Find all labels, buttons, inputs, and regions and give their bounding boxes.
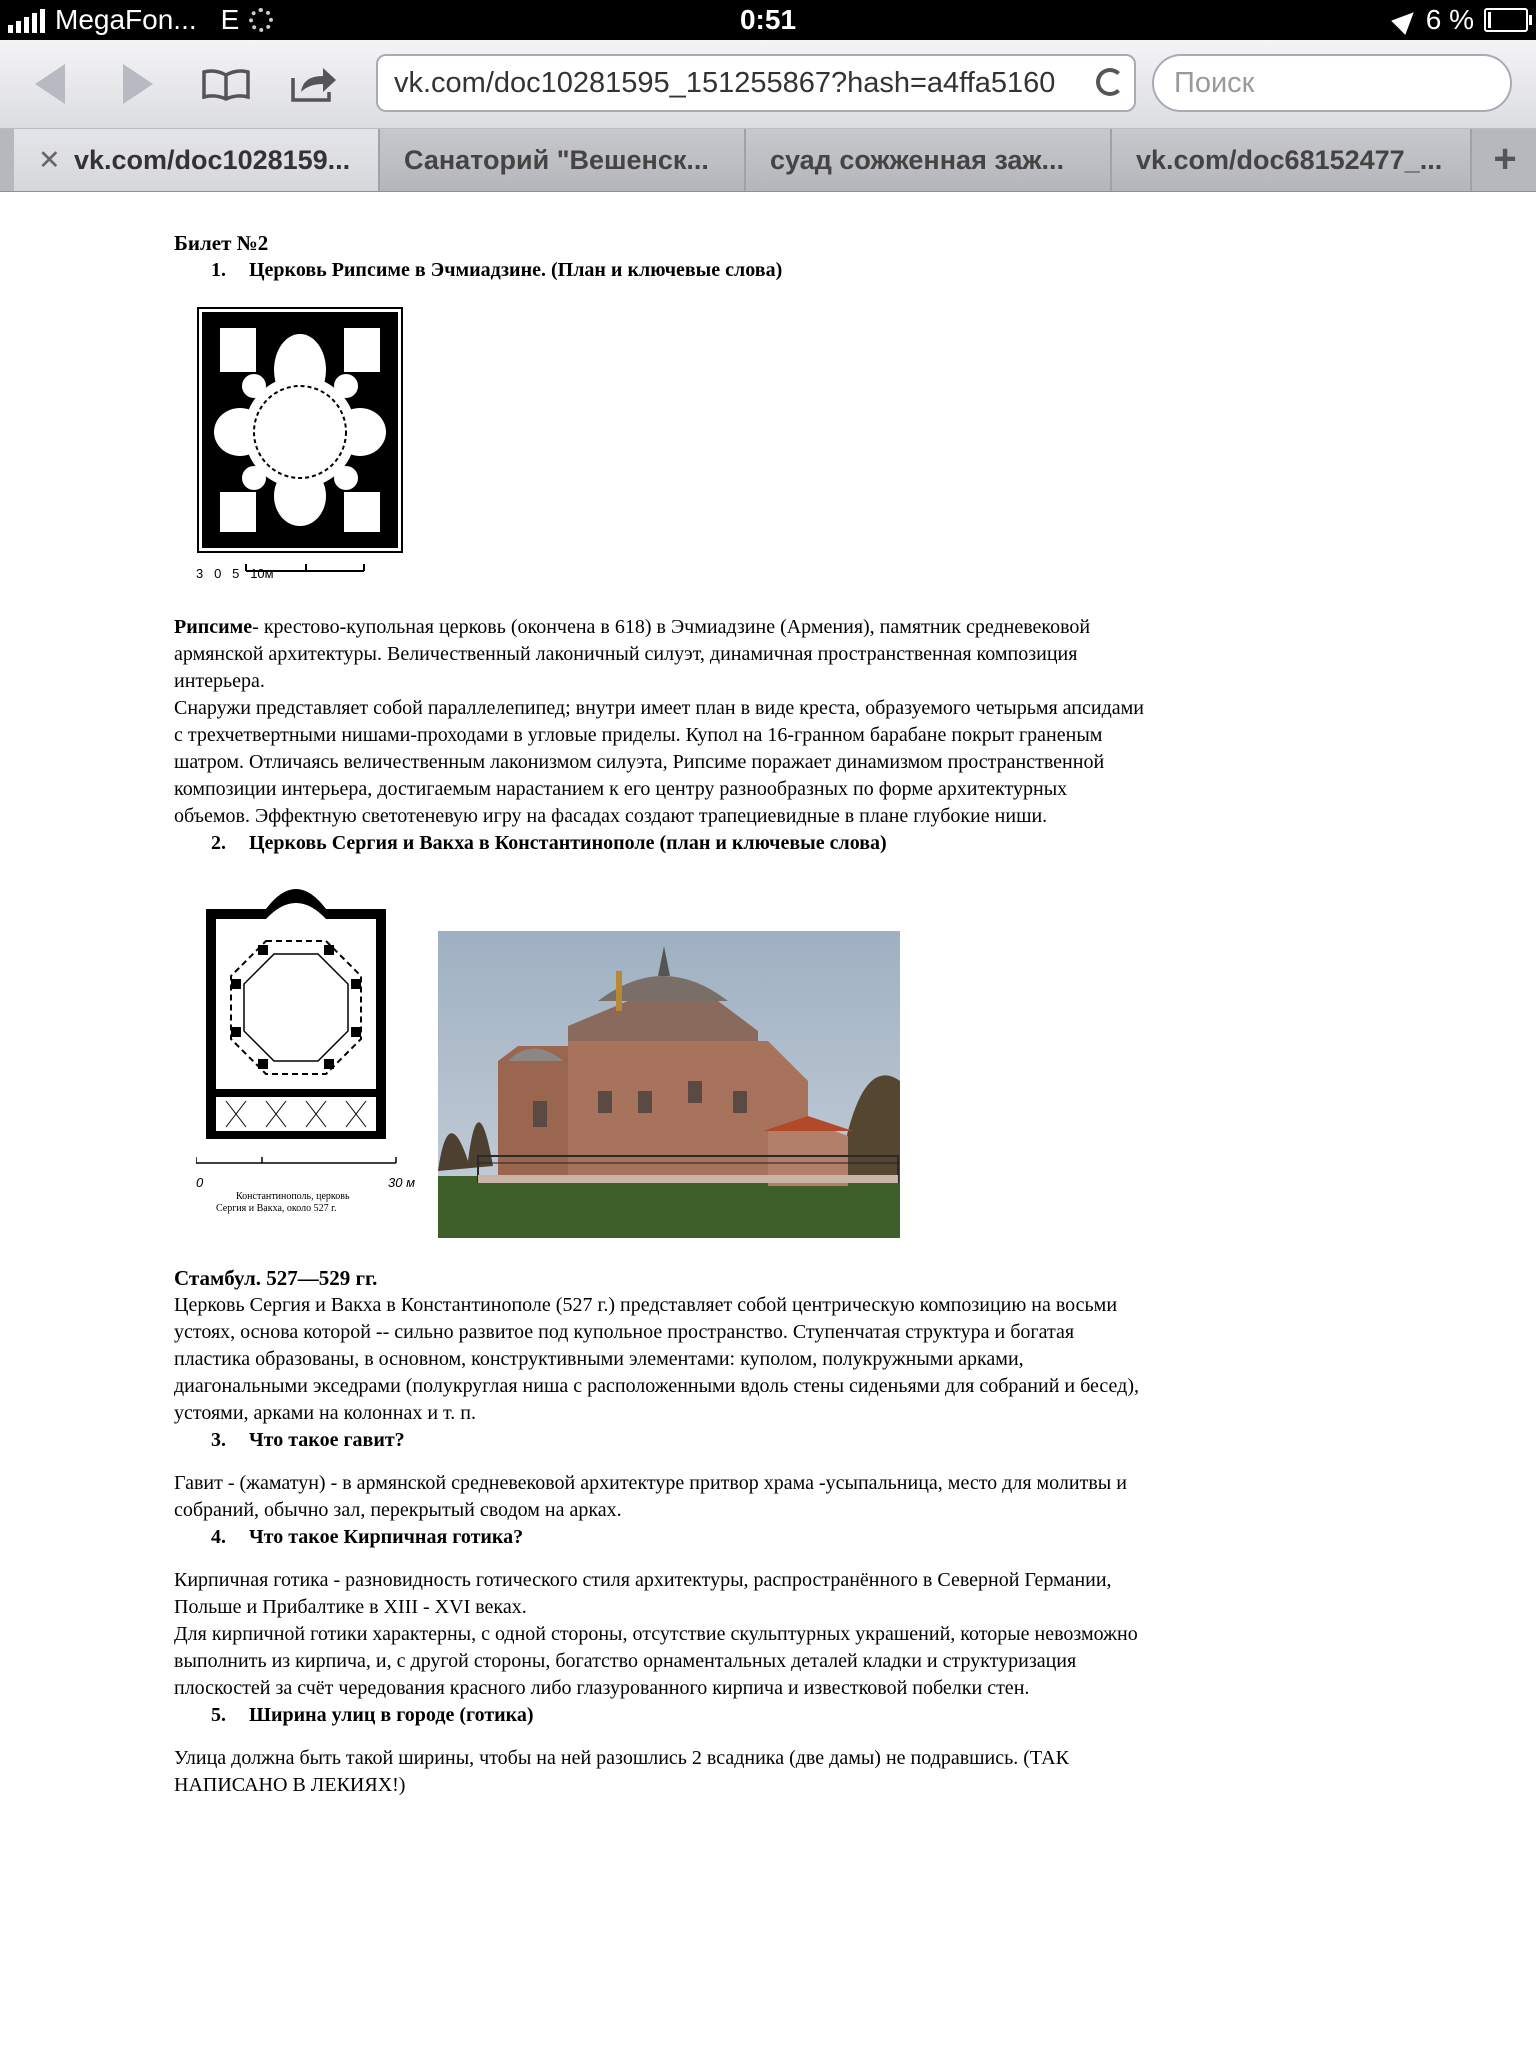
- plan-caption-line-2: Сергия и Вакха, около 527 г.: [216, 1203, 337, 1214]
- church-photo-drawing: [438, 931, 900, 1238]
- back-arrow-icon: [35, 64, 65, 104]
- bold-term: Рипсиме: [174, 616, 253, 638]
- question-number: 1.: [211, 259, 226, 281]
- floor-plan-drawing: [196, 306, 404, 586]
- tab-label: vk.com/doc1028159...: [74, 145, 351, 175]
- tab-label: vk.com/doc68152477_...: [1136, 145, 1443, 175]
- paragraph-brick-gothic-details: Для кирпичной готики характерны, с одной стороны, отсутствие скульптурных украшений, которые невозможно выполнить из кирпича, и, с другой стороны, богатство орнаментальных деталей кладки и структуризация плоскостей за счёт чередования красного либо глазурованного кирпича и известковой побелки стен.: [174, 1623, 1138, 1699]
- back-button[interactable]: [22, 58, 78, 110]
- close-tab-icon[interactable]: ✕: [38, 145, 61, 175]
- document-content: [174, 230, 1144, 1799]
- question-text: Церковь Рипсиме в Эчмиадзине. (План и ключевые слова): [249, 259, 783, 281]
- bookmarks-button[interactable]: [198, 58, 254, 110]
- tab-bar: [0, 129, 1536, 192]
- tab-2[interactable]: [380, 129, 746, 191]
- paragraph-ripsime-details: Снаружи представляет собой параллелепипед; внутри имеет план в виде креста, образуемого четырьмя апсидами с трехчетвертными нишами-проходами в угловые приделы. Купол на 16-гранном барабане покрыт граненым шатром. Отличаясь величественным лаконизмом силуэта, Рипсиме поражает динамизмом пространственной композиции интерьера, достигаемым нарастанием к его центру разнообразных по форме архитектурных объемов. Эффектную светотеневую игру на фасадах создают трапециевидные в плане глубокие ниши.: [174, 697, 1144, 827]
- book-icon: [201, 67, 251, 101]
- paragraph-street-width: Улица должна быть такой ширины, чтобы на ней разошлись 2 всадника (две дамы) не подравшись. (ТАК НАПИСАНО В ЛЕКИЯХ!): [174, 1747, 1069, 1796]
- paragraph-brick-gothic: Кирпичная готика - разновидность готического стиля архитектуры, распространённого в Северной Германии, Польше и Прибалтике в XIII - XVI веках.: [174, 1569, 1112, 1618]
- plan-scale-end: 30 м: [388, 1175, 415, 1190]
- battery-percent: 6 %: [1425, 4, 1474, 35]
- location-icon: [1391, 5, 1421, 35]
- question-text: Что такое Кирпичная готика?: [249, 1526, 524, 1548]
- tab-3[interactable]: [746, 129, 1112, 191]
- tab-1[interactable]: [14, 129, 380, 191]
- question-4: [174, 1524, 1144, 1551]
- address-bar[interactable]: [376, 54, 1136, 112]
- question-text: Что такое гавит?: [249, 1429, 405, 1451]
- browser-toolbar: [0, 40, 1536, 129]
- question-text: Церковь Сергия и Вакха в Константинополе (план и ключевые слова): [249, 832, 887, 854]
- tab-label: суад сожженная заж...: [770, 145, 1065, 175]
- tab-4[interactable]: [1112, 129, 1472, 191]
- church-photo: [438, 931, 900, 1238]
- paragraph-ripsime-intro: [174, 614, 1144, 695]
- paragraph-text: - крестово-купольная церковь (окончена в 618) в Эчмиадзине (Армения), памятник средневековой армянской архитектуры. Величественный лаконичный силуэт, динамичная пространственная композиция интерьера.: [174, 616, 1091, 692]
- plan-scale-start: 0: [196, 1175, 204, 1190]
- status-right: [1396, 4, 1528, 36]
- ripsime-plan-figure: [196, 306, 404, 586]
- new-tab-button[interactable]: +: [1493, 137, 1517, 181]
- section-subheading: Стамбул. 527—529 гг.: [174, 1266, 378, 1290]
- paragraph-gavit: Гавит - (жаматун) - в армянской средневековой архитектуре притвор храма -усыпальница, место для молитвы и собраний, обычно зал, перекрытый сводом на арках.: [174, 1472, 1127, 1521]
- question-number: 4.: [211, 1526, 226, 1548]
- question-text: Ширина улиц в городе (готика): [249, 1704, 534, 1726]
- search-input[interactable]: Поиск: [1152, 54, 1512, 112]
- tab-label: Санаторий "Вешенск...: [404, 145, 709, 175]
- forward-button[interactable]: [110, 58, 166, 110]
- floor-plan-drawing: [196, 879, 416, 1179]
- question-1: [174, 257, 1144, 284]
- network-type: E: [220, 4, 240, 35]
- paragraph-sergius-bacchus: Церковь Сергия и Вакха в Константинополе (527 г.) представляет собой центрическую композицию на восьми устоях, основа которой -- сильно развитое под купольное пространство. Ступенчатая структура и богатая пластика образованы, в основном, конструктивными элементами: куполом, полукружными арками, диагональными экседрами (полукруглая ниша с расположенными вдоль стены сиденьями для собраний и бесед), устоями, арками на колоннах и т. п.: [174, 1294, 1139, 1424]
- clock: 0:51: [739, 4, 797, 35]
- sergius-bacchus-figure: [196, 879, 1144, 1251]
- carrier-name: MegaFon...: [55, 4, 197, 35]
- plan-scale-label: 3 0 5 10м: [196, 566, 274, 581]
- ticket-title: Билет №2: [174, 231, 269, 255]
- sergius-bacchus-plan: [196, 879, 416, 1249]
- share-button[interactable]: [286, 58, 342, 110]
- question-5: [174, 1702, 1144, 1729]
- question-2: [174, 830, 1144, 857]
- question-3: [174, 1427, 1144, 1454]
- question-number: 5.: [211, 1704, 226, 1726]
- status-bar: [0, 0, 1536, 40]
- forward-arrow-icon: [123, 64, 153, 104]
- url-text: vk.com/doc10281595_151255867?hash=a4ffa5160: [394, 67, 1056, 99]
- question-number: 2.: [211, 832, 226, 854]
- battery-icon: [1484, 8, 1528, 32]
- share-icon: [289, 64, 339, 104]
- plan-caption-line-1: Константинополь, церковь: [236, 1191, 350, 1202]
- question-number: 3.: [211, 1429, 226, 1451]
- reload-icon[interactable]: [1096, 68, 1124, 96]
